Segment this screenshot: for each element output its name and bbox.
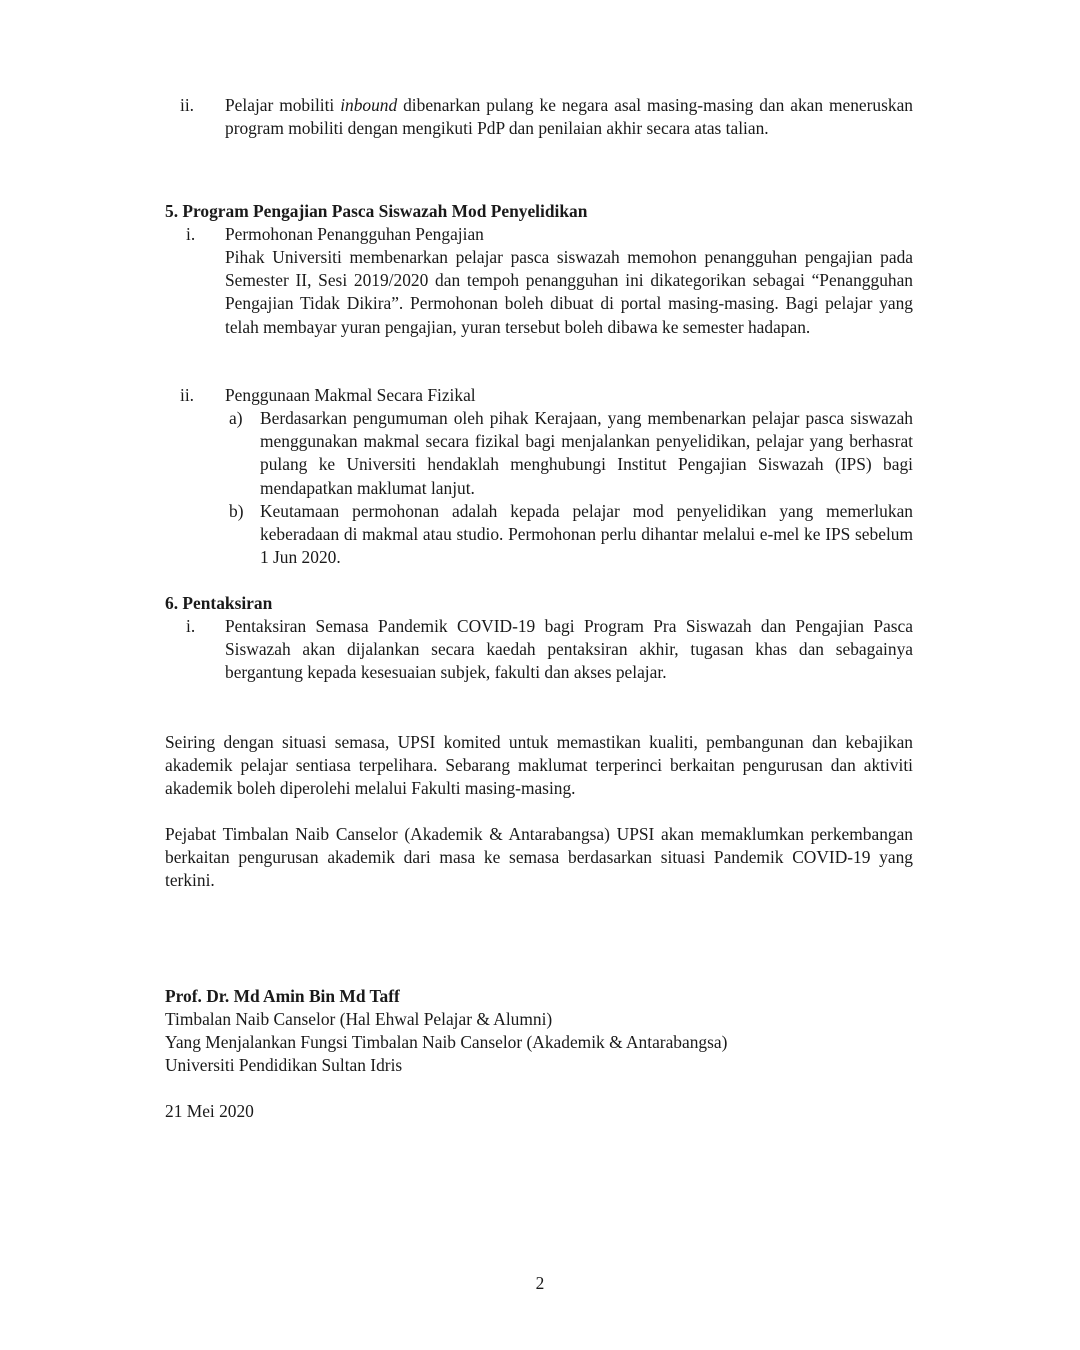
top-item-text xyxy=(225,94,913,140)
section5-item1-number: i. xyxy=(186,224,196,244)
top-item-text-post: dibenarkan pulang ke negara asal masing-masing dan akan meneruskan program mobiliti dengan mengikuti PdP dan penilaian akhir secara atas talian. xyxy=(225,95,913,139)
section5-item2-sub-b-text: Keutamaan permohonan adalah kepada pelajar mod penyelidikan yang memerlukan keberadaan di makmal atau studio. Permohonan perlu dihantar melalui e-mel ke IPS sebelum 1 Jun 2020. xyxy=(260,501,913,568)
top-item-text-pre: Pelajar mobiliti xyxy=(225,95,341,115)
section6-item1-number: i. xyxy=(186,616,196,636)
closing-paragraph-2: Pejabat Timbalan Naib Canselor (Akademik & Antarabangsa) UPSI akan memaklumkan perkembangan berkaitan pengurusan akademik dari masa ke semasa berdasarkan situasi Pandemik COVID-19 yang terkini. xyxy=(165,824,913,891)
section5-item2-sub-a-label: a) xyxy=(229,408,243,428)
section5-item2-number: ii. xyxy=(180,385,195,405)
signatory-name: Prof. Dr. Md Amin Bin Md Taff xyxy=(165,986,400,1006)
section5-item2-title: Penggunaan Makmal Secara Fizikal xyxy=(225,385,476,405)
section6-heading: 6. Pentaksiran xyxy=(165,593,273,613)
page-number: 2 xyxy=(535,1273,545,1293)
signatory-institution: Universiti Pendidikan Sultan Idris xyxy=(165,1055,403,1075)
document-date: 21 Mei 2020 xyxy=(165,1101,254,1121)
top-item-text-italic: inbound xyxy=(340,95,398,115)
signatory-title-2: Yang Menjalankan Fungsi Timbalan Naib Canselor (Akademik & Antarabangsa) xyxy=(165,1032,728,1052)
closing-paragraph-1: Seiring dengan situasi semasa, UPSI komited untuk memastikan kualiti, pembangunan dan kebajikan akademik pelajar sentiasa terpelihara. Sebarang maklumat terperinci berkaitan pengurusan dan aktiviti akademik boleh diperolehi melalui Fakulti masing-masing. xyxy=(165,732,913,799)
section5-item2-sub-a-text: Berdasarkan pengumuman oleh pihak Kerajaan, yang membenarkan pelajar pasca siswazah menggunakan makmal secara fizikal bagi menjalankan penyelidikan, pelajar yang berhasrat pulang ke Universiti hendaklah menghubungi Institut Pengajian Siswazah (IPS) bagi mendapatkan maklumat lanjut. xyxy=(260,408,913,498)
section6-item1-body: Pentaksiran Semasa Pandemik COVID-19 bagi Program Pra Siswazah dan Pengajian Pasca Siswazah akan dijalankan secara kaedah pentaksiran akhir, tugasan khas dan sebagainya bergantung kepada kesesuaian subjek, fakulti dan akses pelajar. xyxy=(225,616,913,683)
signatory-title-1: Timbalan Naib Canselor (Hal Ehwal Pelajar & Alumni) xyxy=(165,1009,553,1029)
section5-item2-sub-b-label: b) xyxy=(229,501,244,521)
section5-item1-title: Permohonan Penangguhan Pengajian xyxy=(225,224,484,244)
top-item-number: ii. xyxy=(180,95,195,115)
section5-heading: 5. Program Pengajian Pasca Siswazah Mod Penyelidikan xyxy=(165,201,588,221)
section5-item1-body: Pihak Universiti membenarkan pelajar pasca siswazah memohon penangguhan pengajian pada Semester II, Sesi 2019/2020 dan tempoh penangguhan ini dikategorikan sebagai “Penangguhan Pengajian Tidak Dikira”. Permohonan boleh dibuat di portal masing-masing. Bagi pelajar yang telah membayar yuran pengajian, yuran tersebut boleh dibawa ke semester hadapan. xyxy=(225,247,913,337)
